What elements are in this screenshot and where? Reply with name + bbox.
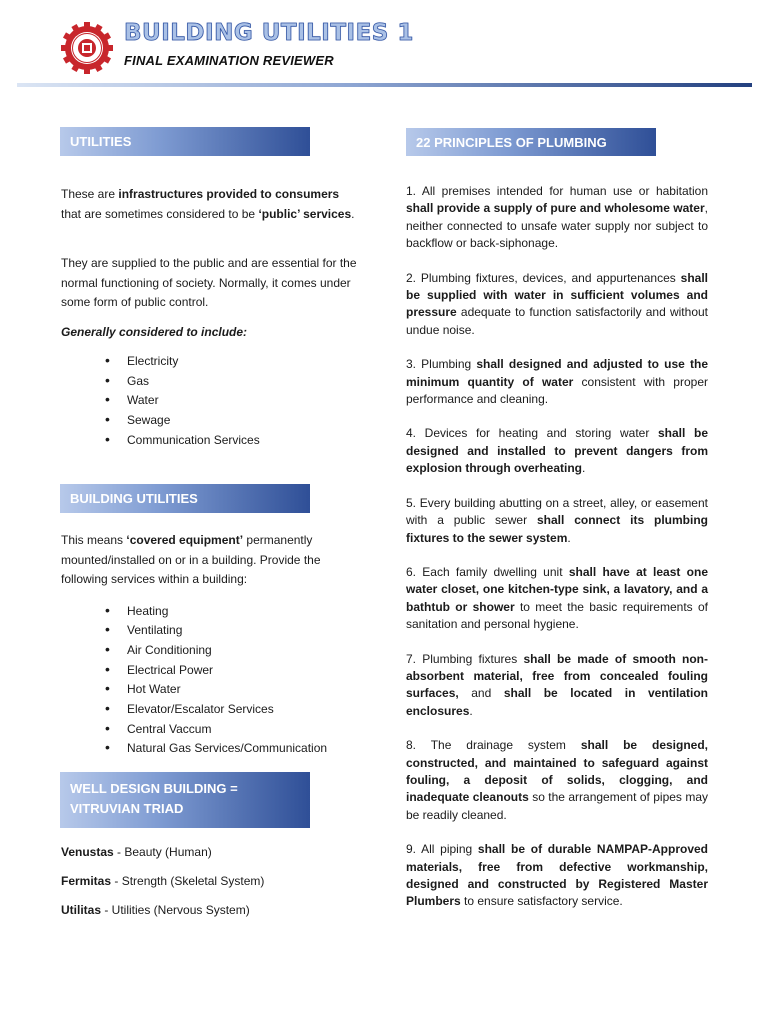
text-run: adequate to function satisfactorily and without undue noise. [406,305,708,337]
triad-term: Venustas [61,845,114,859]
triad-row [61,843,361,863]
list-item: • Communication Services [127,431,361,451]
section-heading-building-utilities: BUILDING UTILITIES [60,484,310,513]
header-divider [17,83,752,87]
triad-term: Fermitas [61,874,112,888]
triad-row [61,872,361,892]
text-run: . [567,530,571,545]
triad-desc: - Utilities (Nervous System) [101,903,250,917]
document-header [0,0,768,90]
utilities-section [61,185,361,451]
text-run: , neither connected to unsafe water supply nor subject to backflow or back-siphonage. [406,201,708,251]
text-run-bold: shall be of durable NAMPAP-Approved materials, free from defective workmanship, designed and constructed by Registered Master Plumbers [406,842,708,909]
text-run-bold: shall designed and adjusted to use the minimum quantity of water [406,357,708,389]
text-run-bold: infrastructures provided to consumers [118,187,340,201]
text-run: These are [61,187,119,201]
triad-term: Utilitas [61,903,102,917]
principle-5 [406,495,708,547]
text-run-bold: shall provide a supply of pure and wholesome water [406,201,705,216]
include-label: Generally considered to include: [61,324,248,339]
text-run-bold: shall be supplied with water in sufficient volumes and pressure [406,270,708,320]
principle-2 [406,270,708,340]
list-item: • Elevator/Escalator Services [127,700,361,720]
principle-9 [406,841,708,911]
utilities-list [61,352,361,451]
text-run-bold: ‘covered equipment’ [126,533,244,547]
list-item: • Heating [127,602,361,622]
utilities-definition [61,185,361,224]
text-run: 9. All piping [406,842,478,857]
document-title: BUILDING UTILITIES 1 [124,20,414,46]
building-utilities-definition [61,531,361,590]
text-run: that are sometimes considered to be [61,206,259,221]
text-run-bold: shall connect its plumbing fixtures to the sewer system [406,513,708,545]
text-run-bold: shall be designed, constructed, and maintained to safeguard against fouling, a deposit of solids, clogging, and inadequate cleanouts [406,738,709,805]
text-run-bold: shall have at least one water closet, one kitchen-type sink, a lavatory, and a bathtub or shower [406,564,708,614]
text-run: consistent with proper performance and cleaning. [406,374,708,407]
list-item: • Gas [127,372,361,392]
principle-6 [406,564,708,634]
list-item: • Air Conditioning [127,641,361,661]
list-item: • Sewage [127,411,361,431]
triad-section [61,843,361,921]
principle-4 [406,425,708,477]
list-item: • Water [127,391,361,411]
principle-1 [406,183,708,253]
text-run: 6. Each family dwelling unit [406,564,569,579]
plumbing-principles-list [406,183,708,911]
text-run: This means [61,533,127,547]
triad-heading-line2: VITRUVIAN TRIAD [70,801,184,816]
text-run: . [582,461,586,476]
text-run-bold: shall be located in ventilation enclosures [406,686,708,718]
triad-row [61,901,361,921]
triad-desc: - Beauty (Human) [113,845,212,859]
utilities-description: They are supplied to the public and are essential for the normal functioning of society. Normally, it comes under some form of public control. [61,256,357,309]
text-run: 7. Plumbing fixtures [406,651,524,666]
list-item: • Natural Gas Services/Communication [127,739,361,759]
list-item: • Ventilating [127,621,361,641]
text-run: 1. All premises intended for human use or habitation [406,184,708,198]
building-utilities-section [61,531,361,759]
text-run-bold: shall be made of smooth non-absorbent material, free from concealed fouling surfaces, [406,651,709,701]
text-run: 5. Every building abutting on a street, alley, or easement with a public sewer [406,495,708,528]
principle-8 [406,737,708,824]
section-heading-vitruvian-triad [60,772,310,828]
text-run: 3. Plumbing [406,357,477,372]
text-run: and [458,686,504,701]
text-run: to ensure satisfactory service. [460,894,623,909]
list-item: • Electrical Power [127,661,361,681]
list-item: • Electricity [127,352,361,372]
section-heading-plumbing-principles: 22 PRINCIPLES OF PLUMBING [406,128,656,156]
text-run: to meet the basic requirements of sanitation and personal hygiene. [406,599,708,632]
principle-3 [406,356,708,408]
section-heading-utilities: UTILITIES [60,127,310,156]
text-run-bold: ‘public’ services [258,206,352,221]
text-run: . [469,703,473,718]
text-run: . [351,206,355,221]
text-run-bold: shall be designed and installed to prevent dangers from explosion through overheating [406,426,708,476]
text-run: 8. The drainage system [406,738,581,753]
building-utilities-list [61,602,361,760]
document-subtitle: FINAL EXAMINATION REVIEWER [124,53,334,68]
list-item: • Hot Water [127,680,361,700]
principle-7 [406,651,708,721]
text-run: 4. Devices for heating and storing water [406,426,658,441]
list-item: • Central Vaccum [127,720,361,740]
text-run: so the arrangement of pipes may be readily cleaned. [406,790,709,822]
triad-heading-line1: WELL DESIGN BUILDING = [70,781,238,796]
text-run: 2. Plumbing fixtures, devices, and appurtenances [406,270,681,285]
text-run: permanently mounted/installed on or in a building. Provide the following services within a building: [61,533,321,586]
triad-desc: - Strength (Skeletal System) [111,874,265,888]
university-seal-gear-icon [60,21,114,75]
